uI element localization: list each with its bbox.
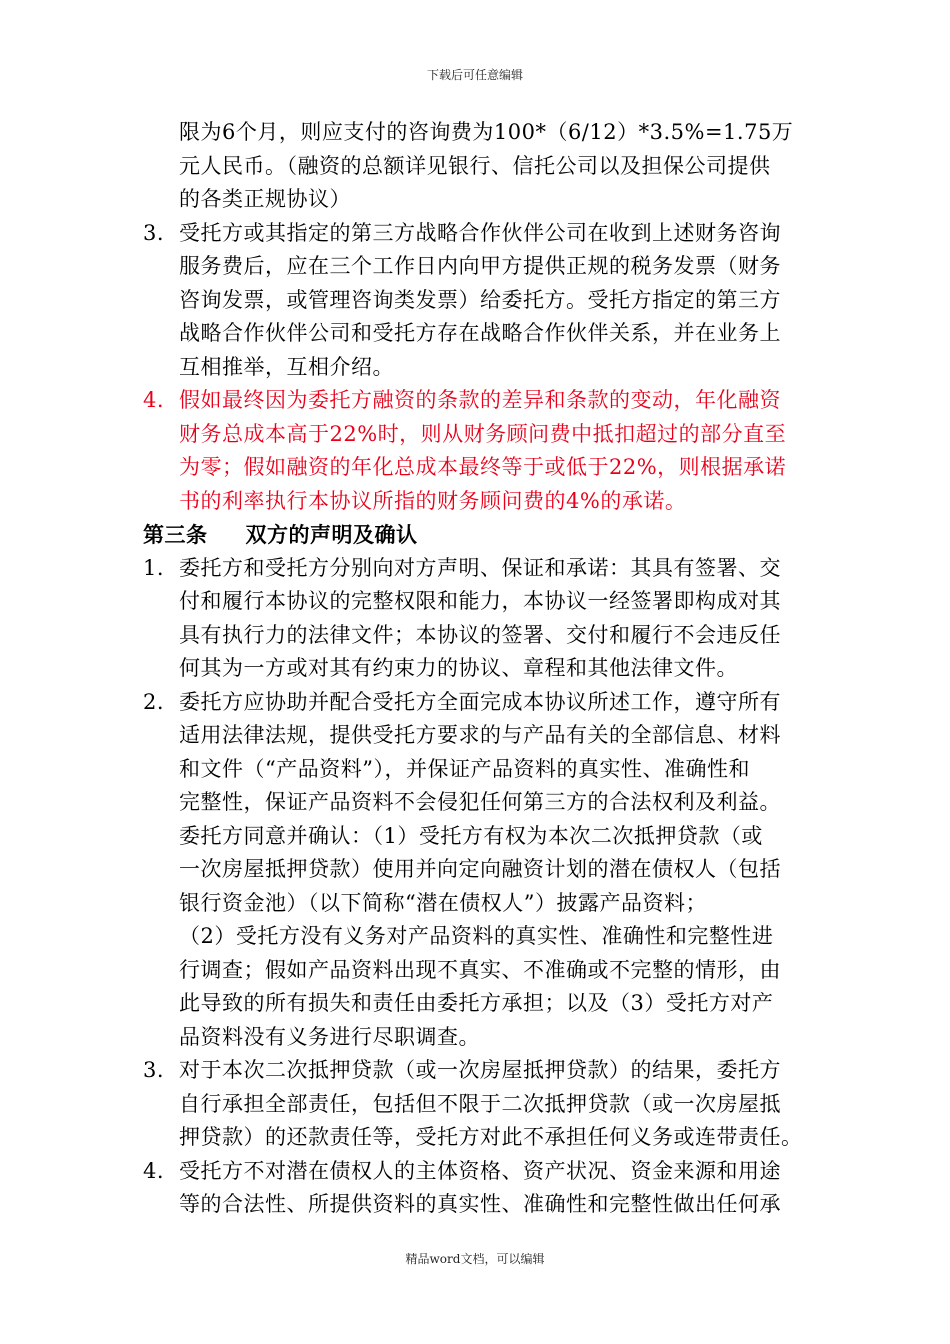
- text-line: 具有执行力的法律文件；本协议的签署、交付和履行不会违反任: [179, 622, 781, 647]
- text-line: 受托方或其指定的第三方战略合作伙伴公司在收到上述财务咨询: [179, 220, 781, 245]
- text-line: 战略合作伙伴公司和受托方存在战略合作伙伴关系，并在业务上: [179, 321, 781, 345]
- item-number: 4.: [143, 388, 165, 412]
- text-line: 互相推举，互相介绍。: [179, 354, 394, 379]
- item-number: 3.: [143, 220, 165, 245]
- item-text: [179, 1155, 811, 1222]
- text-line: 此导致的所有损失和责任由委托方承担；以及（3）受托方对产: [179, 991, 774, 1015]
- page-footer: 精品word文档，可以编辑: [405, 1252, 545, 1266]
- text-line: 委托方同意并确认：（1）受托方有权为本次二次抵押贷款（或: [179, 823, 763, 848]
- declaration-item-4: [143, 1155, 811, 1222]
- text-line: 适用法律法规，提供受托方要求的与产品有关的全部信息、材料: [179, 723, 781, 747]
- document-body: [0, 116, 950, 1222]
- text-line: （2）受托方没有义务对产品资料的真实性、准确性和完整性进: [179, 924, 774, 948]
- text-line: 何其为一方或对其有约束力的协议、章程和其他法律文件。: [179, 656, 738, 680]
- text-line: 行调查；假如产品资料出现不真实、不准确或不完整的情形，由: [179, 957, 781, 982]
- text-line: 完整性，保证产品资料不会侵犯任何第三方的合法权利及利益。: [179, 790, 781, 814]
- item-text: [179, 1054, 811, 1155]
- clause-item-3: [143, 217, 811, 385]
- text-line: 限为6个月，则应支付的咨询费为100*（6/12）*3.5%=1.75万: [179, 120, 794, 144]
- text-line: 银行资金池）（以下简称“潜在债权人”）披露产品资料；: [179, 890, 707, 915]
- text-line: 付和履行本协议的完整权限和能力，本协议一经签署即构成对其: [179, 589, 781, 613]
- text-line: 委托方和受托方分别向对方声明、保证和承诺：其具有签署、交: [179, 555, 781, 580]
- text-line: 书的利率执行本协议所指的财务顾问费的4%的承诺。: [179, 488, 687, 513]
- text-line: 押贷款）的还款责任等，受托方对此不承担任何义务或连带责任。: [179, 1125, 803, 1149]
- text-line: 委托方应协助并配合受托方全面完成本协议所述工作，遵守所有: [179, 689, 781, 714]
- text-line: 一次房屋抵押贷款）使用并向定向融资计划的潜在债权人（包括: [179, 857, 781, 881]
- item-text: [179, 686, 811, 1055]
- page-header: 下载后可任意编辑: [426, 68, 523, 82]
- text-line: 受托方不对潜在债权人的主体资格、资产状况、资金来源和用途: [179, 1158, 781, 1183]
- item-text: [179, 217, 811, 385]
- text-line: 假如最终因为委托方融资的条款的差异和条款的变动，年化融资: [179, 388, 781, 412]
- item-number: 4.: [143, 1158, 165, 1183]
- text-line: 和文件（“产品资料”），并保证产品资料的真实性、准确性和: [179, 756, 750, 781]
- item-text: [179, 552, 811, 686]
- text-line: 自行承担全部责任，包括但不限于二次抵押贷款（或一次房屋抵: [179, 1091, 781, 1116]
- section-number: 第三条: [143, 522, 208, 547]
- text-line: 等的合法性、所提供资料的真实性、准确性和完整性做出任何承: [179, 1192, 781, 1216]
- section-heading: [143, 518, 811, 552]
- declaration-item-2: [143, 686, 811, 1055]
- text-line: 的各类正规协议）: [179, 187, 351, 211]
- text-line: 对于本次二次抵押贷款（或一次房屋抵押贷款）的结果，委托方: [179, 1058, 781, 1082]
- text-line: 财务总成本高于22%时，则从财务顾问费中抵扣超过的部分直至: [179, 421, 787, 446]
- text-line: 服务费后，应在三个工作日内向甲方提供正规的税务发票（财务: [179, 254, 781, 278]
- text-line: 品资料没有义务进行尽职调查。: [179, 1024, 480, 1049]
- text-line: 为零；假如融资的年化总成本最终等于或低于22%，则根据承诺: [179, 455, 787, 479]
- declaration-item-3: [143, 1054, 811, 1155]
- continued-paragraph: [143, 116, 847, 217]
- text-line: 元人民币。（融资的总额详见银行、信托公司以及担保公司提供: [179, 153, 771, 178]
- item-number: 2.: [143, 689, 165, 714]
- item-text: [179, 384, 811, 518]
- item-number: 1.: [143, 555, 165, 580]
- item-number: 3.: [143, 1058, 165, 1082]
- declaration-item-1: [143, 552, 811, 686]
- text-line: 咨询发票，或管理咨询类发票）给委托方。受托方指定的第三方: [179, 287, 781, 312]
- clause-item-4-highlighted: [143, 384, 811, 518]
- section-title: 双方的声明及确认: [245, 522, 418, 547]
